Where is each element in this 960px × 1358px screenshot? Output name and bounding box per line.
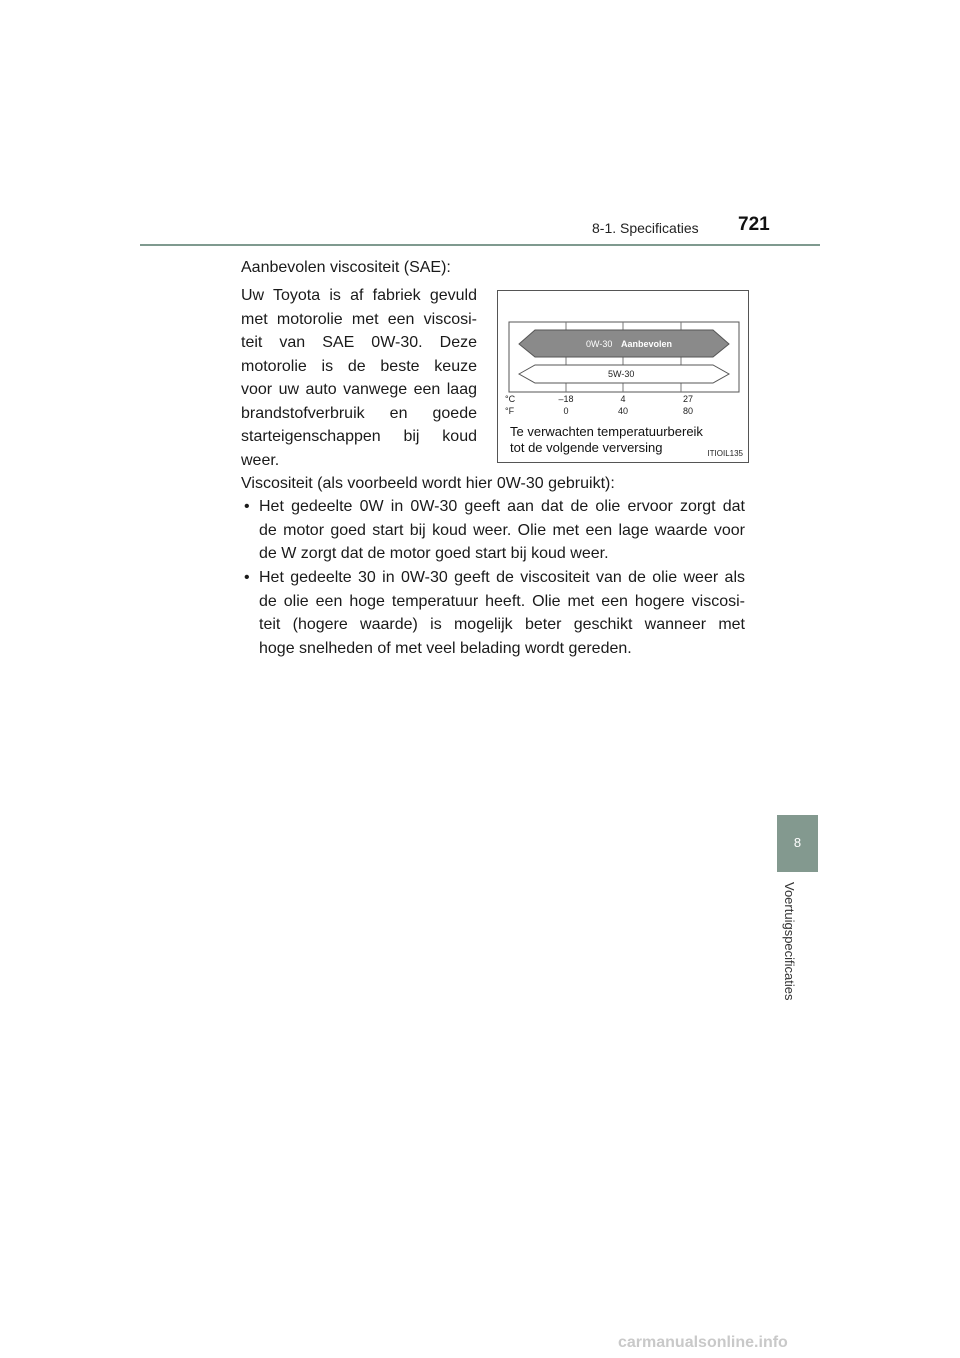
bullet-marker: • <box>244 569 250 586</box>
page-number: 721 <box>738 214 770 235</box>
paragraph-line: motorolie is de beste keuze <box>241 357 477 375</box>
chapter-number: 8 <box>793 835 802 850</box>
figure-caption-line: tot de volgende verversing <box>510 439 663 455</box>
bullet-line: Het gedeelte 30 in 0W-30 geeft de viscositeit van de olie weer als <box>259 569 745 586</box>
figure-code: ITIOIL135 <box>707 449 743 458</box>
bullet-line: de W zorgt dat de motor goed start bij koud weer. <box>259 545 609 562</box>
fahrenheit-tick: 80 <box>682 406 694 416</box>
viscosity-subheading: Aanbevolen viscositeit (SAE): <box>241 259 451 276</box>
celsius-tick: 4 <box>620 394 626 404</box>
bullet-line: teit (hogere waarde) is mogelijk beter geschikt wanneer met <box>259 616 745 633</box>
celsius-tick: –18 <box>558 394 574 404</box>
paragraph-line: Uw Toyota is af fabriek gevuld <box>241 287 477 304</box>
bullet-marker: • <box>244 498 250 515</box>
paragraph-line: weer. <box>241 451 280 469</box>
header-section-title: 8-1. Specificaties <box>592 220 699 236</box>
arrow1-grade: 0W-30 <box>586 339 613 349</box>
figure-caption-line: Te verwachten temperatuurbereik <box>510 424 703 439</box>
bullet-line: de motor goed start bij koud weer. Olie met een lage waarde voor <box>259 521 745 539</box>
bullet-line: de olie een hoge temperatuur heeft. Olie met een hogere viscosi- <box>259 592 745 610</box>
chapter-tab[interactable] <box>777 815 818 872</box>
header-divider <box>140 244 820 246</box>
celsius-unit: °C <box>505 394 516 404</box>
paragraph-line: voor uw auto vanwege een laag <box>241 381 477 398</box>
arrow1-label: Aanbevolen <box>621 339 673 349</box>
bullet-line: Het gedeelte 0W in 0W-30 geeft aan dat de olie ervoor zorgt dat <box>259 498 745 515</box>
paragraph-line: brandstofverbruik en goede <box>241 404 477 422</box>
bullet-line: hoge snelheden of met veel belading wordt gereden. <box>259 639 632 657</box>
arrow2-grade: 5W-30 <box>608 369 635 379</box>
celsius-tick: 27 <box>682 394 694 404</box>
fahrenheit-tick: 0 <box>563 406 569 416</box>
fahrenheit-unit: °F <box>505 406 515 416</box>
viscosity-intro: Viscositeit (als voorbeeld wordt hier 0W-30 gebruikt): <box>241 475 615 492</box>
chapter-label: Voertuigspecificaties <box>782 882 797 1001</box>
paragraph-line: starteigenschappen bij koud <box>241 428 477 445</box>
bullet-item-30 <box>259 566 745 660</box>
viscosity-figure <box>497 290 749 463</box>
fahrenheit-tick: 40 <box>617 406 629 416</box>
bullet-item-0w <box>259 495 745 566</box>
factory-fill-paragraph <box>241 284 477 472</box>
paragraph-line: teit van SAE 0W-30. Deze <box>241 334 477 351</box>
watermark: carmanualsonline.info <box>618 1334 788 1351</box>
paragraph-line: met motorolie met een viscosi- <box>241 310 477 328</box>
figure-caption <box>510 424 703 455</box>
